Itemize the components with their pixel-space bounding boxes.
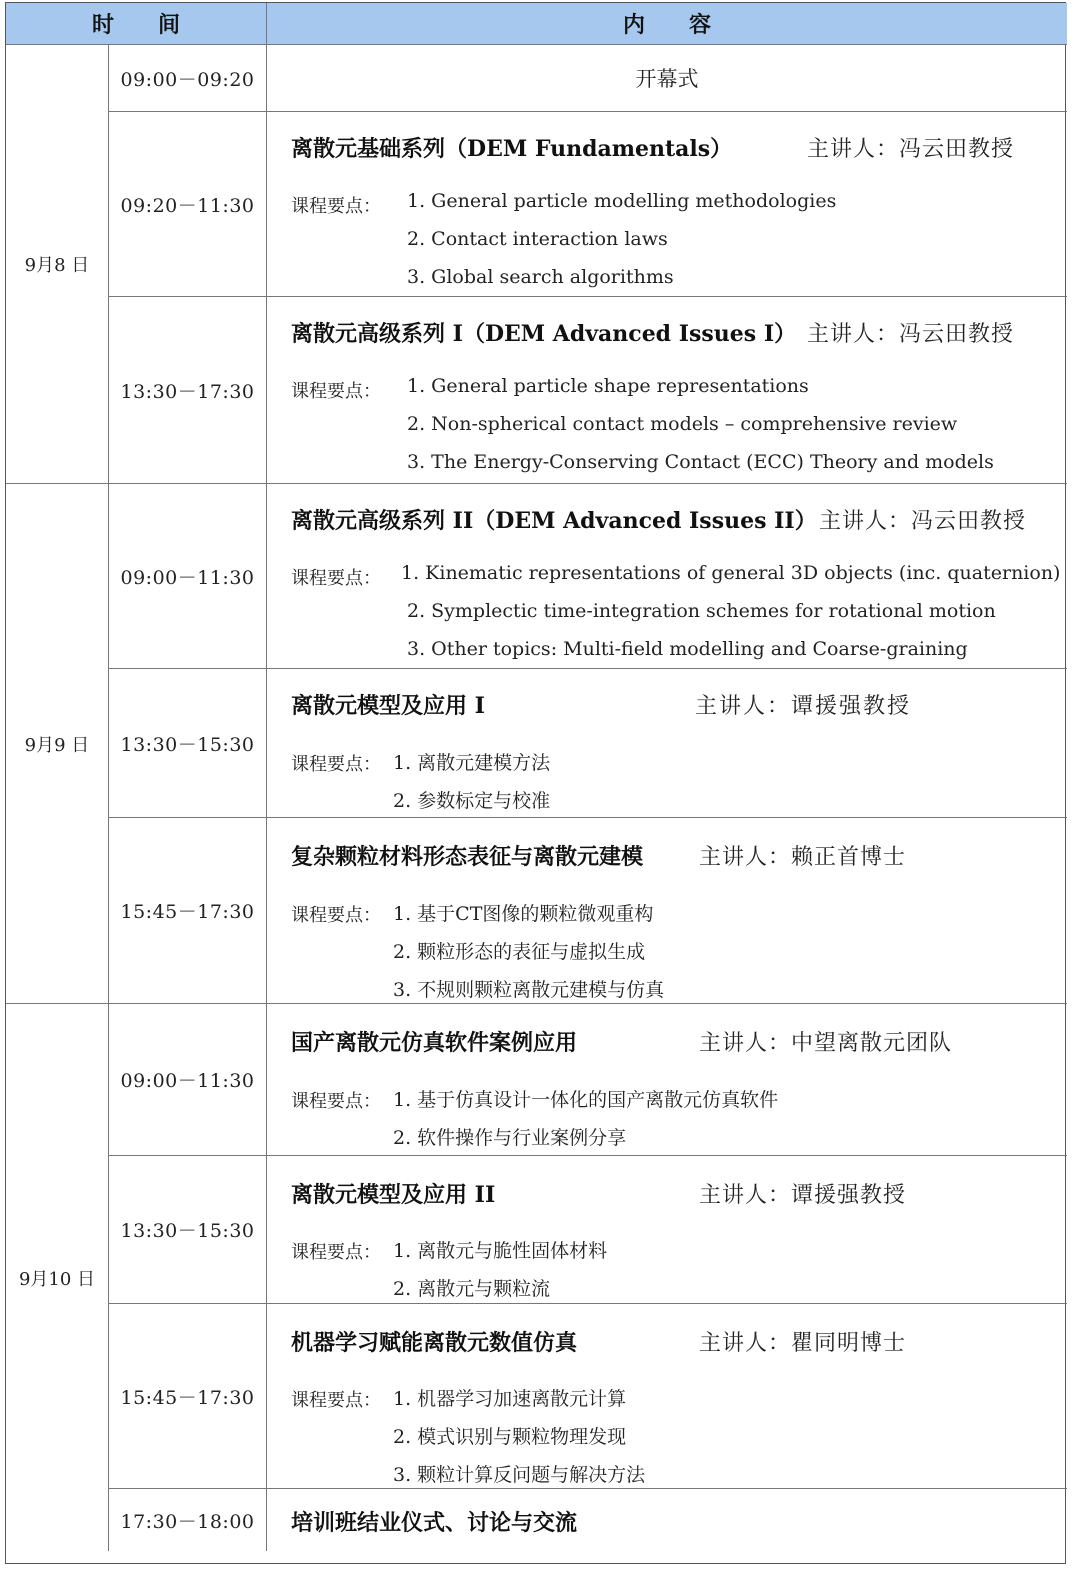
key-point: 1. 离散元与脆性固体材料 [393, 1240, 608, 1262]
key-points-label: 课程要点： [291, 196, 381, 217]
session-time: 17:30－18:00 [109, 1489, 267, 1551]
key-points-label: 课程要点： [291, 754, 381, 775]
key-point: 2. Non-spherical contact models – comprehensive review [407, 413, 958, 435]
session-content [267, 112, 1067, 297]
day-cell: 9月9 日 [6, 484, 109, 1004]
session-title: 离散元模型及应用 II [291, 1182, 496, 1208]
session-time: 09:20－11:30 [109, 112, 267, 297]
key-point: 3. 不规则颗粒离散元建模与仿真 [393, 979, 665, 1001]
session-title: 离散元高级系列 II（DEM Advanced Issues II） [291, 508, 817, 534]
session-content [267, 818, 1067, 1004]
key-points-label: 课程要点： [291, 905, 381, 926]
schedule-table [5, 2, 1066, 1564]
session-time: 15:45－17:30 [109, 1304, 267, 1489]
key-point: 1. General particle modelling methodologies [407, 190, 837, 212]
session-time: 09:00－11:30 [109, 1004, 267, 1156]
key-point: 1. 机器学习加速离散元计算 [393, 1388, 627, 1410]
session-time: 13:30－17:30 [109, 297, 267, 484]
day-cell: 9月10 日 [6, 1004, 109, 1551]
key-point: 3. 颗粒计算反问题与解决方法 [393, 1464, 646, 1486]
lecturer: 主讲人：谭援强教授 [699, 1183, 907, 1208]
session-time: 09:00－09:20 [109, 45, 267, 112]
key-point: 3. Other topics: Multi-field modelling and Coarse-graining [407, 638, 968, 660]
key-point: 1. 基于仿真设计一体化的国产离散元仿真软件 [393, 1089, 779, 1111]
session-title: 离散元基础系列（DEM Fundamentals） [291, 136, 733, 162]
lecturer: 主讲人：冯云田教授 [807, 322, 1015, 347]
lecturer: 主讲人：赖正首博士 [699, 845, 907, 870]
day-cell: 9月8 日 [6, 45, 109, 484]
key-points-label: 课程要点： [291, 1242, 381, 1263]
session-title: 离散元模型及应用 I [291, 693, 485, 719]
session-title: 开幕式 [267, 45, 1067, 112]
lecturer: 主讲人：瞿同明博士 [699, 1331, 907, 1356]
header-time: 时 间 [6, 3, 267, 45]
session-content [267, 484, 1067, 669]
key-point: 2. 模式识别与颗粒物理发现 [393, 1426, 627, 1448]
key-point: 1. 基于CT图像的颗粒微观重构 [393, 903, 654, 925]
session-content [267, 297, 1067, 484]
session-title: 国产离散元仿真软件案例应用 [291, 1030, 578, 1056]
key-point: 2. Symplectic time-integration schemes for rotational motion [407, 600, 996, 622]
key-points-label: 课程要点： [291, 1390, 381, 1411]
key-points-label: 课程要点： [291, 381, 381, 402]
session-content [267, 1304, 1067, 1489]
key-point: 1. General particle shape representations [407, 375, 809, 397]
key-point: 2. 软件操作与行业案例分享 [393, 1127, 627, 1149]
key-point: 2. 参数标定与校准 [393, 790, 551, 812]
session-title: 离散元高级系列 I（DEM Advanced Issues I） [291, 321, 797, 347]
key-point: 1. Kinematic representations of general 3D objects (inc. quaternion) [401, 562, 1061, 584]
session-content [267, 1156, 1067, 1304]
key-point: 1. 离散元建模方法 [393, 752, 551, 774]
lecturer: 主讲人：谭援强教授 [695, 694, 912, 719]
session-content [267, 1489, 1067, 1551]
session-title: 机器学习赋能离散元数值仿真 [291, 1330, 578, 1356]
lecturer: 主讲人：中望离散元团队 [699, 1031, 953, 1056]
session-time: 09:00－11:30 [109, 484, 267, 669]
key-points-label: 课程要点： [291, 1091, 381, 1112]
session-time: 13:30－15:30 [109, 1156, 267, 1304]
session-content [267, 669, 1067, 818]
session-title: 复杂颗粒材料形态表征与离散元建模 [291, 844, 644, 870]
header-content: 内 容 [267, 3, 1067, 45]
session-time: 13:30－15:30 [109, 669, 267, 818]
key-points-label: 课程要点： [291, 568, 381, 589]
key-point: 2. 离散元与颗粒流 [393, 1278, 551, 1300]
session-time: 15:45－17:30 [109, 818, 267, 1004]
lecturer: 主讲人：冯云田教授 [819, 509, 1027, 534]
session-title: 培训班结业仪式、讨论与交流 [291, 1510, 578, 1536]
key-point: 3. Global search algorithms [407, 266, 674, 288]
key-point: 2. 颗粒形态的表征与虚拟生成 [393, 941, 646, 963]
key-point: 3. The Energy-Conserving Contact (ECC) Theory and models [407, 451, 994, 473]
lecturer: 主讲人：冯云田教授 [807, 137, 1015, 162]
key-point: 2. Contact interaction laws [407, 228, 668, 250]
session-content [267, 1004, 1067, 1156]
